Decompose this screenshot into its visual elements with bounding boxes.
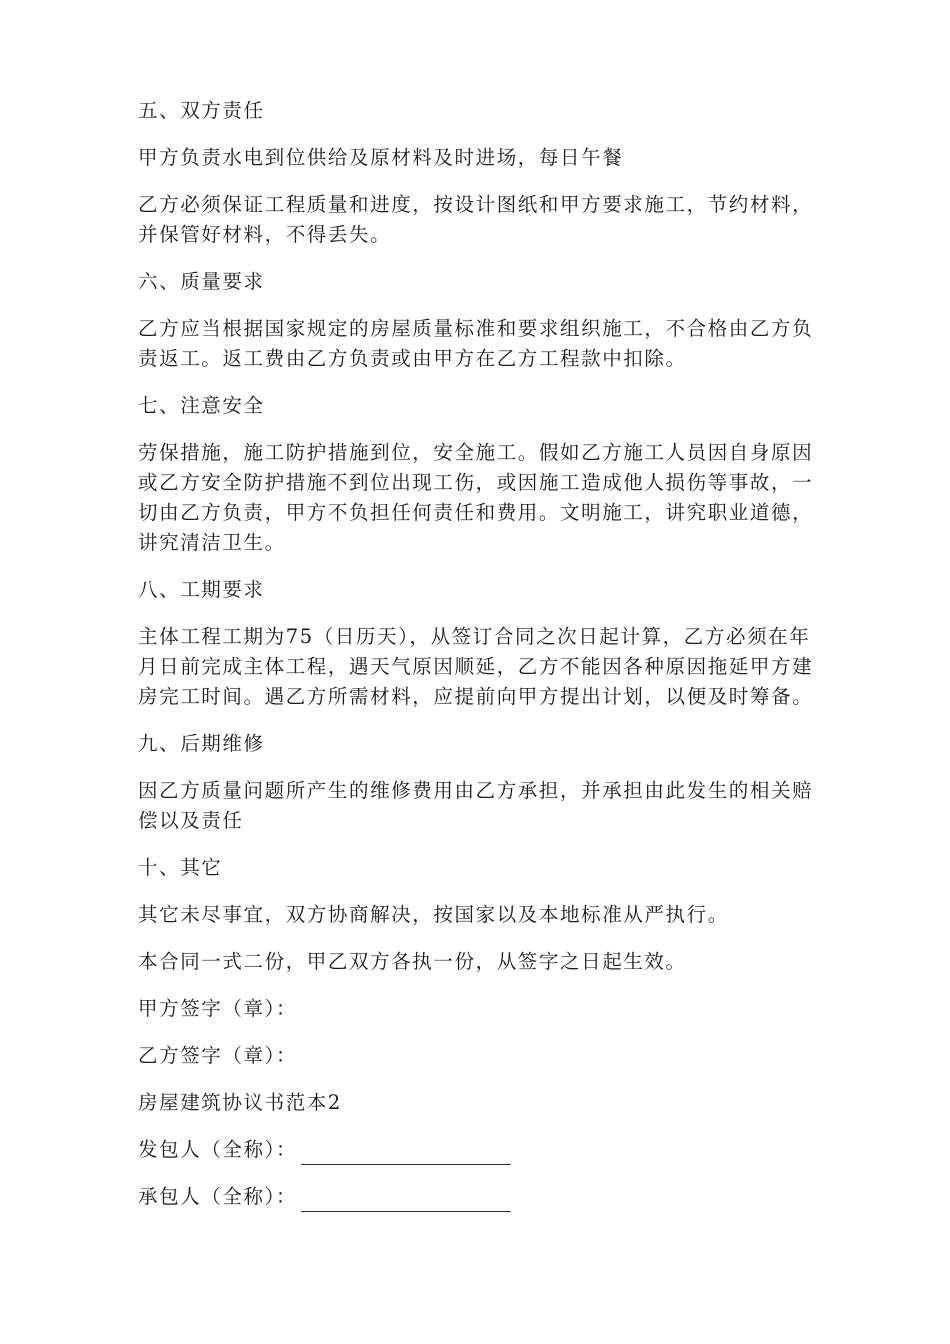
paragraph-maintenance: 因乙方质量问题所产生的维修费用由乙方承担，并承担由此发生的相关赔偿以及责任 bbox=[138, 779, 814, 832]
contractor-blank-line[interactable] bbox=[301, 1189, 511, 1212]
document-page bbox=[138, 96, 818, 1229]
paragraph-safety: 劳保措施，施工防护措施到位，安全施工。假如乙方施工人员因自身原因或乙方安全防护措施不到位出现工伤，或因施工造成他人损伤等事故，一切由乙方负责，甲方不负担任何责任和费用。文明施工，讲究职业道德，讲究清洁卫生。 bbox=[138, 441, 814, 554]
employer-label: 发包人（全称）： bbox=[138, 1138, 298, 1161]
paragraph-quality: 乙方应当根据国家规定的房屋质量标准和要求组织施工，不合格由乙方负责返工。返工费由乙方负责或由甲方在乙方工程款中扣除。 bbox=[138, 317, 814, 370]
contractor-field bbox=[138, 1182, 818, 1212]
paragraph-schedule: 主体工程工期为75（日历天），从签订合同之次日起计算，乙方必须在年月日前完成主体工程，遇天气原因顺延，乙方不能因各种原因拖延甲方建房完工时间。遇乙方所需材料，应提前向甲方提出计划，以便及时筹备。 bbox=[138, 625, 814, 708]
section-heading-responsibilities: 五、双方责任 bbox=[138, 99, 265, 122]
employer-blank-line[interactable] bbox=[301, 1142, 511, 1165]
paragraph-party-a-duty: 甲方负责水电到位供给及原材料及时进场，每日午餐 bbox=[138, 146, 624, 169]
signature-party-a: 甲方签字（章）： bbox=[138, 997, 298, 1020]
section-heading-other: 十、其它 bbox=[138, 856, 223, 879]
template-title: 房屋建筑协议书范本2 bbox=[138, 1091, 342, 1114]
section-heading-schedule: 八、工期要求 bbox=[138, 578, 265, 601]
paragraph-copies: 本合同一式二份，甲乙双方各执一份，从签字之日起生效。 bbox=[138, 950, 687, 973]
section-heading-safety: 七、注意安全 bbox=[138, 394, 265, 417]
contractor-label: 承包人（全称）： bbox=[138, 1185, 298, 1208]
paragraph-party-b-duty: 乙方必须保证工程质量和进度，按设计图纸和甲方要求施工，节约材料，并保管好材料，不得丢失。 bbox=[138, 193, 814, 246]
paragraph-other: 其它未尽事宜，双方协商解决，按国家以及本地标准从严执行。 bbox=[138, 903, 729, 926]
section-heading-quality: 六、质量要求 bbox=[138, 270, 265, 293]
employer-field bbox=[138, 1135, 818, 1165]
signature-party-b: 乙方签字（章）： bbox=[138, 1044, 298, 1067]
section-heading-maintenance: 九、后期维修 bbox=[138, 732, 265, 755]
